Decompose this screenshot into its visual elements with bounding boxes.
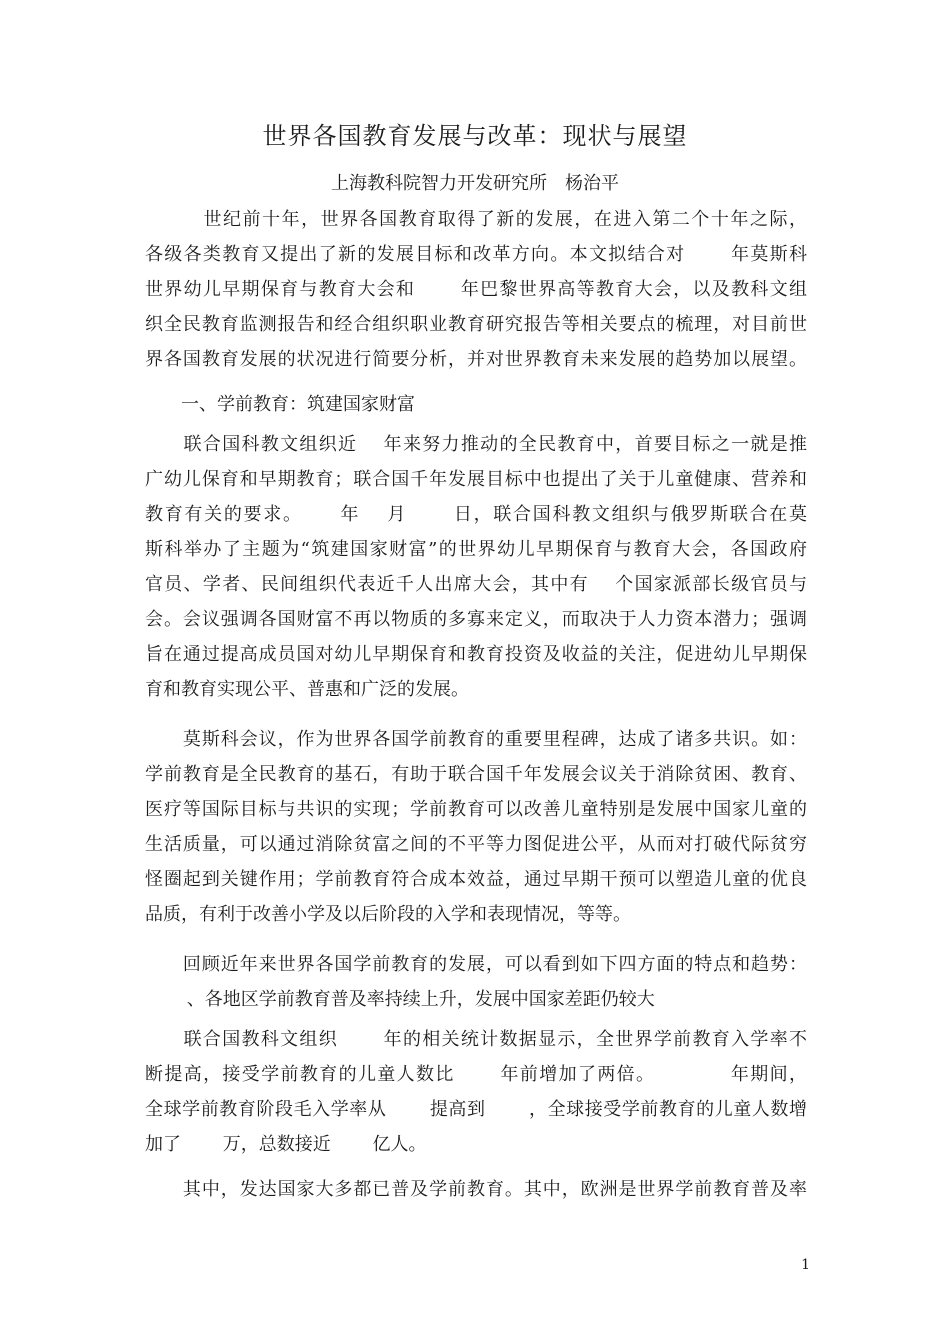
body-line: 官员、学者、民间组织代表近千人出席大会，其中有 个国家派部长级官员与: [145, 574, 807, 595]
subsection-heading: 、各地区学前教育普及率持续上升，发展中国家差距仍较大: [145, 989, 655, 1010]
body-line: 全球学前教育阶段毛入学率从 提高到 ，全球接受学前教育的儿童人数增: [145, 1099, 807, 1120]
body-line: 生活质量，可以通过消除贫富之间的不平等力图促进公平，从而对打破代际贫穷: [145, 834, 807, 855]
body-line: 织全民教育监测报告和经合组织职业教育研究报告等相关要点的梳理，对目前世: [145, 314, 807, 335]
body-line: 医疗等国际目标与共识的实现；学前教育可以改善儿童特别是发展中国家儿童的: [145, 799, 807, 820]
body-line: 各级各类教育又提出了新的发展目标和改革方向。本文拟结合对 年莫斯科: [145, 244, 807, 265]
body-line: 育和教育实现公平、普惠和广泛的发展。: [145, 679, 469, 700]
author-line: 上海教科院智力开发研究所 杨治平: [331, 173, 619, 194]
body-line: 教育有关的要求。 年 月 日，联合国科教文组织与俄罗斯联合在莫: [145, 504, 807, 525]
body-line: 世界幼儿早期保育与教育大会和 年巴黎世界高等教育大会，以及教科文组: [145, 279, 807, 300]
body-line: 界各国教育发展的状况进行简要分析，并对世界教育未来发展的趋势加以展望。: [145, 349, 807, 370]
body-line: 旨在通过提高成员国对幼儿早期保育和教育投资及收益的关注，促进幼儿早期保: [145, 644, 807, 665]
body-line: 断提高，接受学前教育的儿童人数比 年前增加了两倍。 年期间，: [145, 1064, 807, 1085]
body-line: 莫斯科会议，作为世界各国学前教育的重要里程碑，达成了诸多共识。如：: [145, 729, 807, 750]
body-line: 广幼儿保育和早期教育；联合国千年发展目标中也提出了关于儿童健康、营养和: [145, 469, 807, 490]
body-line: 怪圈起到关键作用；学前教育符合成本效益，通过早期干预可以塑造儿童的优良: [145, 869, 807, 890]
body-line: 联合国教科文组织 年的相关统计数据显示，全世界学前教育入学率不: [145, 1029, 807, 1050]
body-line: 其中，发达国家大多都已普及学前教育。其中，欧洲是世界学前教育普及率: [145, 1179, 807, 1200]
body-line: 联合国科教文组织近 年来努力推动的全民教育中，首要目标之一就是推: [145, 434, 807, 455]
body-line: 会。会议强调各国财富不再以物质的多寡来定义，而取决于人力资本潜力；强调: [145, 609, 807, 630]
section-heading: 一、学前教育：筑建国家财富: [145, 394, 415, 415]
body-line: 品质，有利于改善小学及以后阶段的入学和表现情况，等等。: [145, 904, 631, 925]
document-title: 世界各国教育发展与改革：现状与展望: [262, 122, 688, 150]
body-line: 回顾近年来世界各国学前教育的发展，可以看到如下四方面的特点和趋势：: [145, 954, 807, 975]
body-line: 加了 万，总数接近 亿人。: [145, 1134, 427, 1155]
body-line: 斯科举办了主题为“筑建国家财富”的世界幼儿早期保育与教育大会，各国政府: [145, 539, 807, 560]
page-number: 1: [801, 1257, 810, 1273]
body-line: 学前教育是全民教育的基石，有助于联合国千年发展会议关于消除贫困、教育、: [145, 764, 807, 785]
body-line: 世纪前十年，世界各国教育取得了新的发展，在进入第二个十年之际，: [145, 209, 807, 230]
